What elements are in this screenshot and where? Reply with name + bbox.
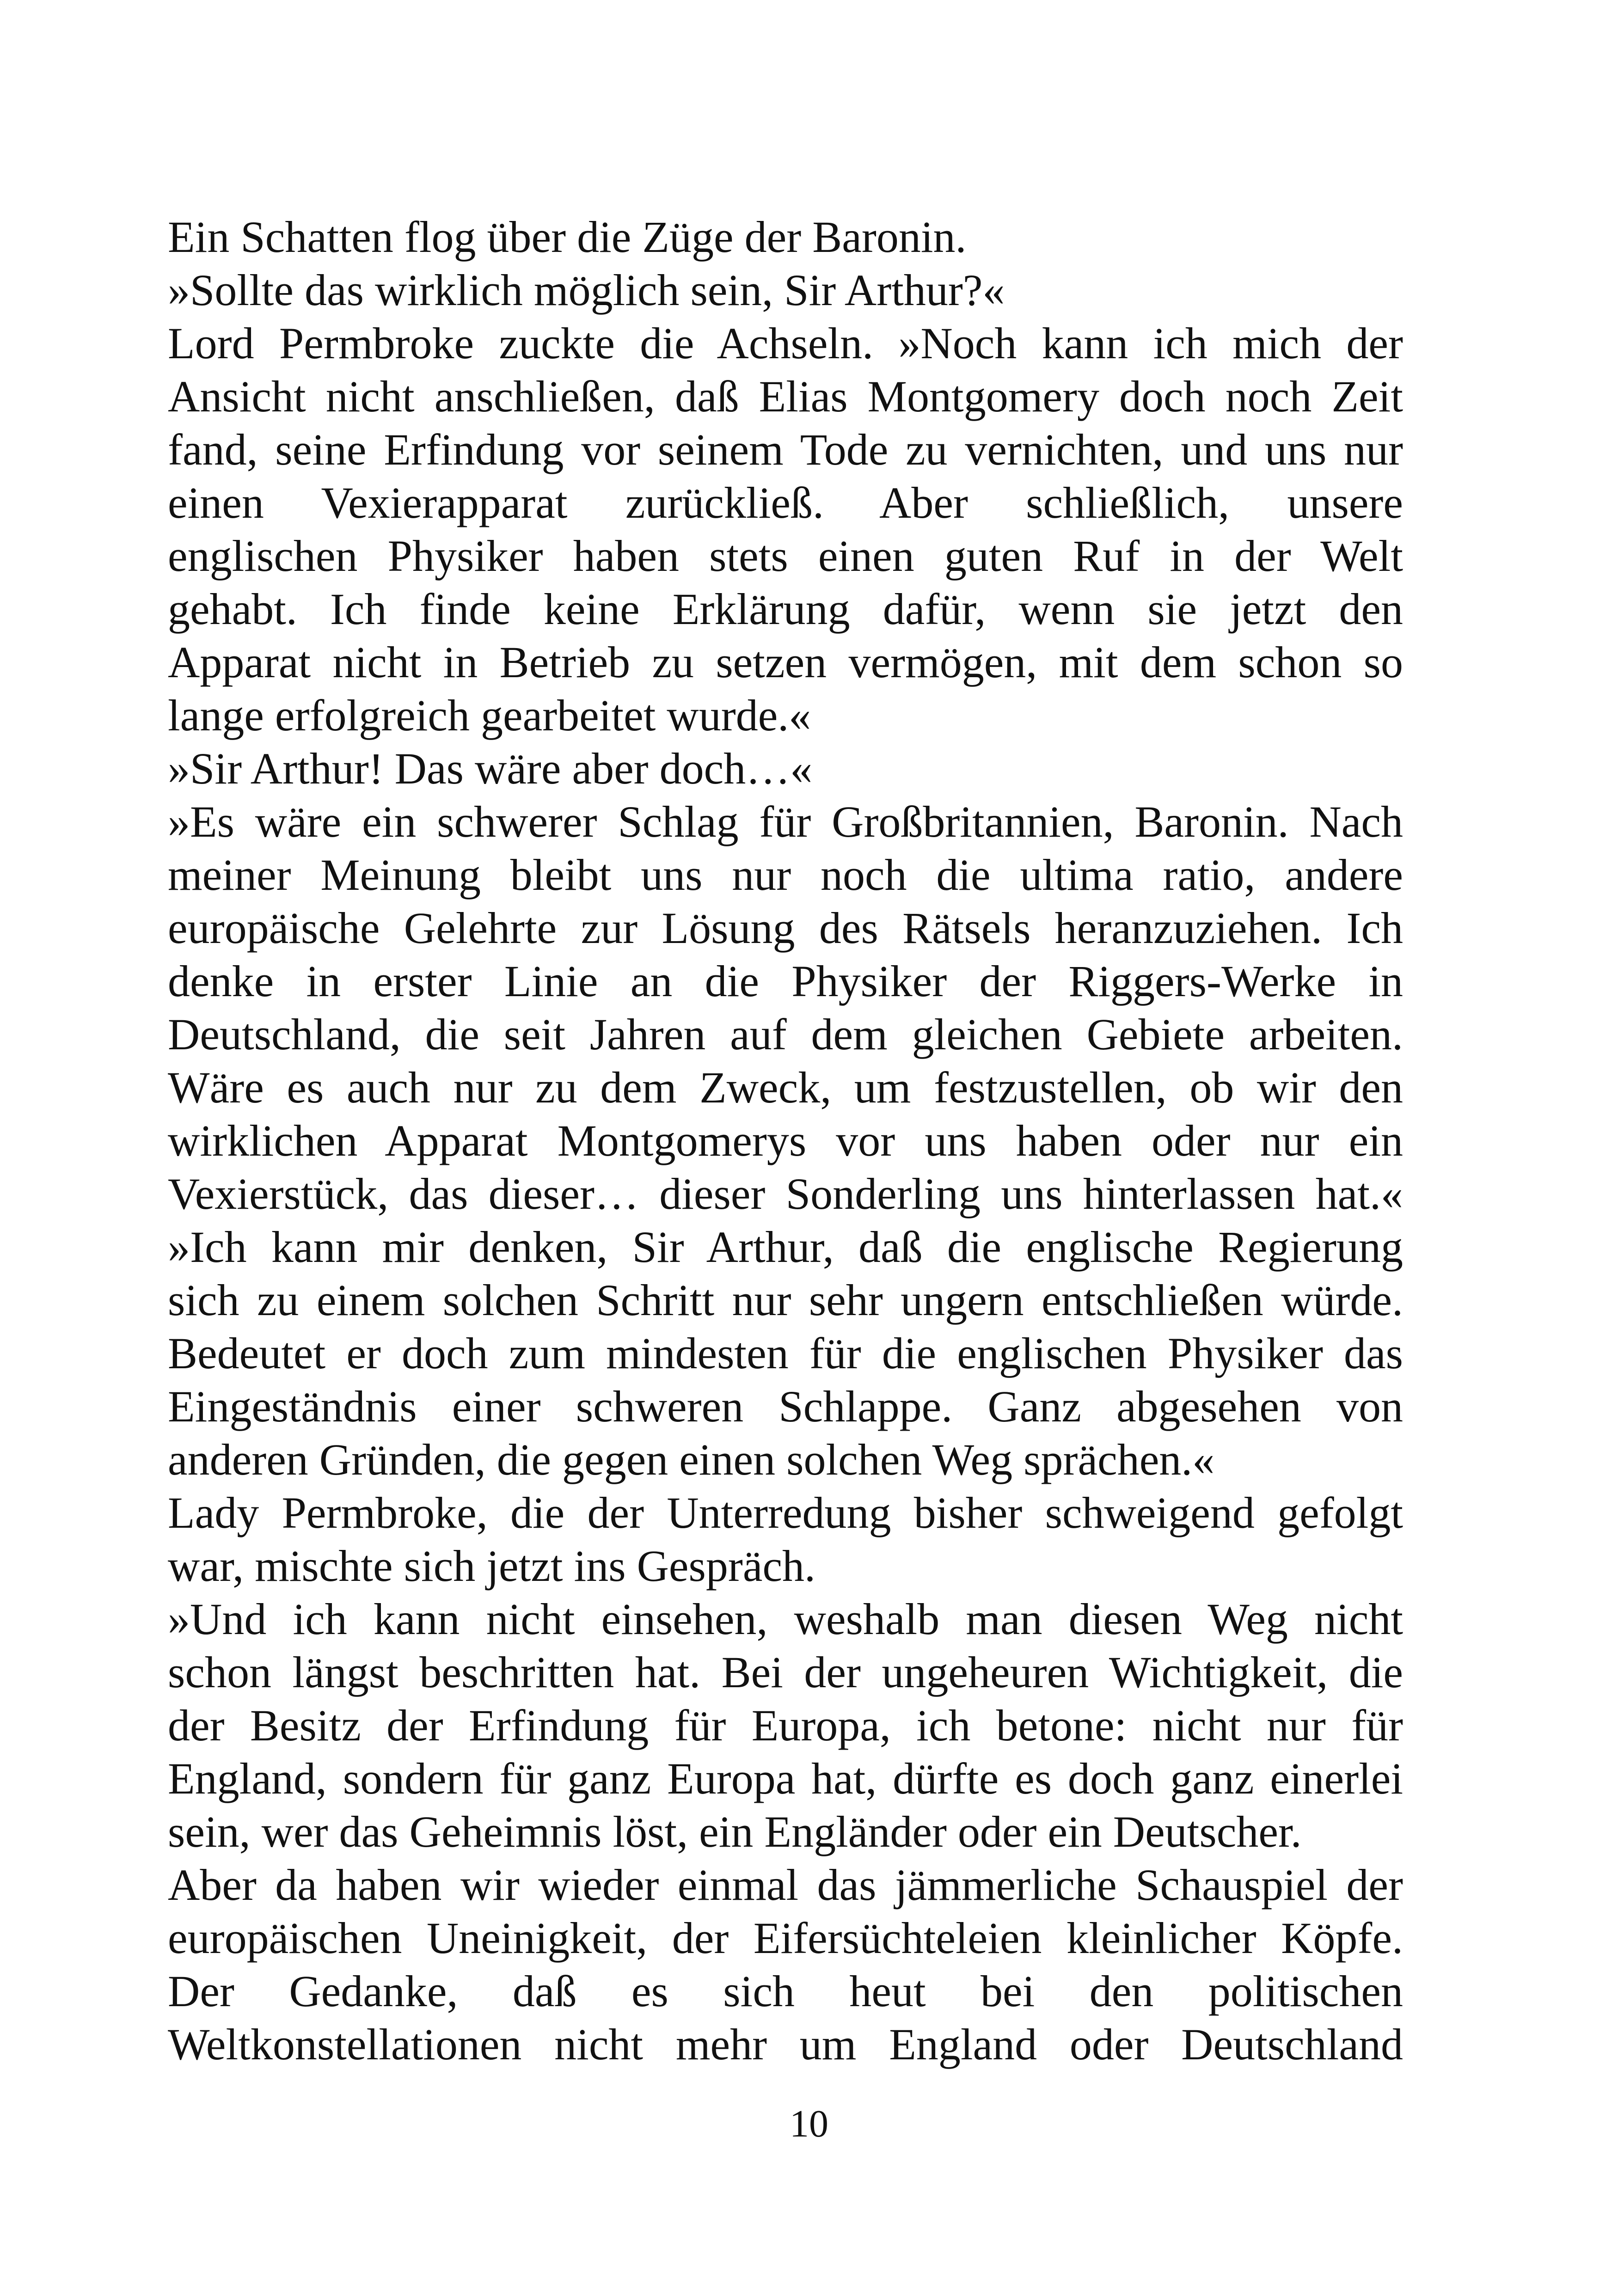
text-line: »Und ich kann nicht einsehen, weshalb man diesen Weg nicht — [168, 1594, 1403, 1644]
text-line: schon längst beschritten hat. Bei der ungeheuren Wichtigkeit, die — [168, 1647, 1403, 1697]
text-line: sich zu einem solchen Schritt nur sehr ungern entschließen würde. — [168, 1275, 1403, 1325]
text-line: Apparat nicht in Betrieb zu setzen vermögen, mit dem schon so — [168, 637, 1403, 687]
text-line: Vexierstück, das dieser… dieser Sonderling uns hinterlassen hat.« — [168, 1169, 1403, 1218]
text-line: Deutschland, die seit Jahren auf dem gleichen Gebiete arbeiten. — [168, 1010, 1403, 1059]
text-line: fand, seine Erfindung vor seinem Tode zu vernichten, und uns nur — [168, 425, 1403, 474]
page-number: 10 — [790, 2102, 828, 2145]
text-line: Ein Schatten flog über die Züge der Baronin. — [168, 212, 967, 262]
text-line: denke in erster Linie an die Physiker der Riggers-Werke in — [168, 956, 1403, 1006]
text-line: der Besitz der Erfindung für Europa, ich betone: nicht nur für — [168, 1701, 1403, 1750]
text-line: »Es wäre ein schwerer Schlag für Großbritannien, Baronin. Nach — [168, 797, 1403, 846]
text-line: gehabt. Ich finde keine Erklärung dafür, wenn sie jetzt den — [168, 584, 1403, 634]
text-line: »Sir Arthur! Das wäre aber doch…« — [168, 744, 813, 793]
text-line: anderen Gründen, die gegen einen solchen Weg sprächen.« — [168, 1435, 1215, 1484]
text-line: Aber da haben wir wieder einmal das jämmerliche Schauspiel der — [168, 1860, 1403, 1910]
text-line: »Ich kann mir denken, Sir Arthur, daß die englische Regierung — [168, 1222, 1403, 1272]
text-line: europäischen Uneinigkeit, der Eifersüchteleien kleinlicher Köpfe. — [168, 1913, 1403, 1963]
text-line: Der Gedanke, daß es sich heut bei den politischen — [168, 1966, 1403, 2016]
text-line: lange erfolgreich gearbeitet wurde.« — [168, 691, 811, 740]
text-line: England, sondern für ganz Europa hat, dürfte es doch ganz einerlei — [168, 1754, 1403, 1803]
text-line: meiner Meinung bleibt uns nur noch die ultima ratio, andere — [168, 850, 1403, 900]
text-line: wirklichen Apparat Montgomerys vor uns haben oder nur ein — [168, 1116, 1403, 1165]
text-line: einen Vexierapparat zurückließ. Aber schließlich, unsere — [168, 478, 1403, 527]
text-line: sein, wer das Geheimnis löst, ein Engländer oder ein Deutscher. — [168, 1807, 1302, 1856]
text-line: »Sollte das wirklich möglich sein, Sir Arthur?« — [168, 265, 1005, 315]
text-line: europäische Gelehrte zur Lösung des Rätsels heranzuziehen. Ich — [168, 903, 1403, 953]
text-line: Lord Permbroke zuckte die Achseln. »Noch kann ich mich der — [168, 318, 1403, 368]
body-text — [168, 210, 1403, 2071]
text-line: war, mischte sich jetzt ins Gespräch. — [168, 1541, 816, 1591]
text-line: Ansicht nicht anschließen, daß Elias Montgomery doch noch Zeit — [168, 372, 1403, 421]
text-line: Weltkonstellationen nicht mehr um England oder Deutschland — [168, 2020, 1403, 2069]
text-line: Wäre es auch nur zu dem Zweck, um festzustellen, ob wir den — [168, 1063, 1403, 1112]
text-line: Eingeständnis einer schweren Schlappe. Ganz abgesehen von — [168, 1382, 1403, 1431]
text-line: Bedeutet er doch zum mindesten für die englischen Physiker das — [168, 1329, 1403, 1378]
text-line: Lady Permbroke, die der Unterredung bisher schweigend gefolgt — [168, 1488, 1403, 1537]
text-line: englischen Physiker haben stets einen guten Ruf in der Welt — [168, 531, 1403, 581]
